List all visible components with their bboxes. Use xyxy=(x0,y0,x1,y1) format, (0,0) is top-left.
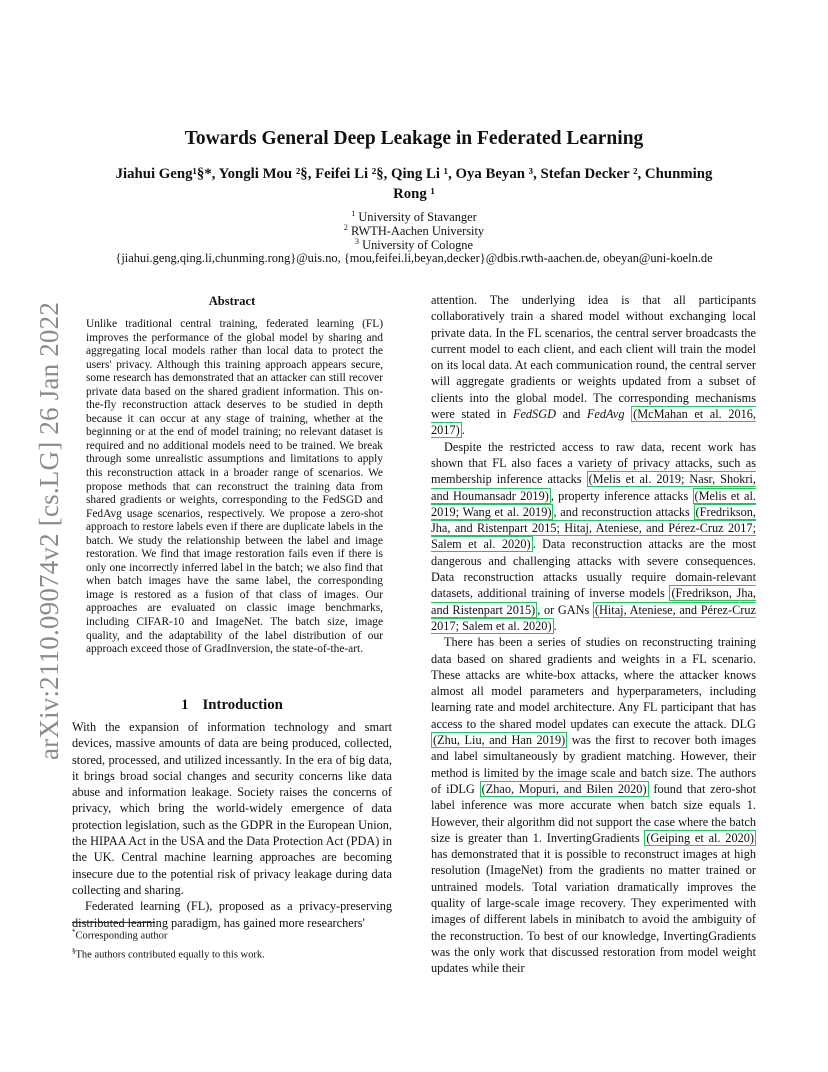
footnote-text: Corresponding author xyxy=(75,930,168,942)
abstract-heading: Abstract xyxy=(208,294,256,308)
footnote-mark: * xyxy=(72,928,76,936)
text-run: . Data reconstruction attacks are the most dangerous and challenging attacks with severe consequences. Data reconstruction attacks usually require domain-relevant datasets, additional training of inverse models xyxy=(431,537,756,601)
citation-link[interactable]: (Geiping et al. 2020) xyxy=(646,830,754,845)
term-fedavg: FedAvg xyxy=(586,407,625,422)
citation-link[interactable]: (Melis et al. 2019; Nasr, Shokri, and Houmansadr 2019) xyxy=(431,472,756,503)
footnote-equal-contribution xyxy=(72,944,392,963)
term-fedsgd: FedSGD xyxy=(512,407,556,422)
intro-paragraph-1: With the expansion of information technology and smart devices, massive amounts of data are being produced, collected, stored, processed, and utilized incessantly. In the era of big data, it brings broad social changes and security concerns like data abuse and information leakage. Society raises the concerns of privacy, which bring the world-widely emergence of data protection legislation, such as the GDPR in the European Union, the HIPAA Act in the USA and the Data Protection Act (PDA) in the UK. Central machine learning approaches are becoming insecure due to the potential risk of privacy leakage during data collecting and sharing. xyxy=(72,720,392,897)
text-run: , property inference attacks xyxy=(550,488,693,503)
footnote-corresponding xyxy=(72,925,392,944)
affiliation-mark: 3 xyxy=(355,237,360,246)
affiliation-name: University of Stavanger xyxy=(358,210,477,225)
citation-link[interactable]: (Hitaj, Ateniese, and Pérez-Cruz 2017; Salem et al. 2020) xyxy=(431,602,757,633)
affiliation-name: RWTH-Aachen University xyxy=(350,224,485,239)
footnote-text: The authors contributed equally to this work. xyxy=(75,949,265,960)
citation-link[interactable]: (Fredrikson, Jha, and Ristenpart 2015) xyxy=(431,586,756,617)
intro-paragraph-2: Federated learning (FL), proposed as a privacy-preserving distributed learning paradigm, has gained more researchers' xyxy=(72,899,392,930)
author-list xyxy=(80,164,748,204)
text-run: , and reconstruction attacks xyxy=(553,504,694,519)
section-heading-introduction xyxy=(72,697,392,714)
paper-title: Towards General Deep Leakage in Federated Learning xyxy=(184,128,644,149)
affiliation-3 xyxy=(0,235,828,253)
affiliation-name: University of Cologne xyxy=(362,238,473,253)
right-column-body xyxy=(431,292,756,976)
text-run: and xyxy=(555,407,587,422)
text-run: , or GANs xyxy=(537,602,593,617)
body-paragraph-1 xyxy=(431,292,756,439)
text-run: . xyxy=(461,423,465,438)
section-number: 1 xyxy=(181,697,189,713)
citation-link[interactable]: (Zhao, Mopuri, and Bilen 2020) xyxy=(481,781,647,796)
text-run: There has been a series of studies on reconstructing training data based on shared gradients and weights in a FL scenario. These attacks are white-box attacks, where the attacker knows almost all model parameters and hyperparameters, including learning rate and model architecture. Any FL participant that has access to the shared model updates can execute the attack. DLG xyxy=(431,635,756,731)
citation-link[interactable]: (Zhu, Liu, and Han 2019) xyxy=(433,733,566,748)
affiliation-mark: 2 xyxy=(343,223,348,232)
citation-link[interactable]: (Melis et al. 2019; Wang et al. 2019) xyxy=(431,488,757,519)
text-run: Despite the restricted access to raw data, recent work has shown that FL also faces a variety of privacy attacks, such as membership inference attacks xyxy=(431,439,756,487)
arxiv-watermark xyxy=(18,290,64,760)
text-run: was the first to recover both images and label simultaneously by gradient matching. However, their method is limited by the image scale and batch size. The authors of iDLG xyxy=(431,733,757,796)
author-line-1: Jiahui Geng¹§*, Yongli Mou ²§, Feifei Li ²§, Qing Li ¹, Oya Beyan ³, Stefan Decker ², Chunming xyxy=(115,166,713,182)
footnotes xyxy=(72,925,392,962)
footnote-divider xyxy=(72,922,155,923)
text-run: . xyxy=(553,618,557,633)
text-run: attention. The underlying idea is that all participants collaboratively train a shared model without exchanging local private data. In the FL scenarios, the central server broadcasts the current model to each client, and each client will train the model on its local data. At each communication round, the central server will aggregate gradients or weights updated from a subset of clients into the global model. The corresponding mechanisms were stated in xyxy=(431,293,756,422)
author-emails: {jiahui.geng,qing.li,chunming.rong}@uis.no, {mou,feifei.li,beyan,decker}@dbis.rwth-aachen.de, obeyan@uni-koeln.de xyxy=(115,251,713,265)
text-run: has demonstrated that it is possible to reconstruct images at high resolution (ImageNet) from the gradients no matter trained or untrained models. Total variation dramatically improves the quality of large-scale image recovery. They experimented with images of different labels in minibatch to avoid the ambiguity of the reconstruction. To best of our knowledge, InvertingGradients was the only work that discussed restoration from model weight updates while their xyxy=(431,847,756,976)
author-line-2: Rong ¹ xyxy=(393,186,435,202)
left-column-body xyxy=(72,719,392,931)
body-paragraph-2 xyxy=(431,439,756,635)
section-title: Introduction xyxy=(202,697,283,713)
text-run: found that zero-shot label inference was more accurate when batch size equals 1. However, their algorithm did not support the case where the batch size is greater than 1. InvertingGradients xyxy=(431,781,756,845)
citation-link[interactable]: (Fredrikson, Jha, and Ristenpart 2015; Hitaj, Ateniese, and Pérez-Cruz 2017; Salem et al. 2020) xyxy=(431,504,756,552)
abstract-body: Unlike traditional central training, federated learning (FL) improves the performance of the global model by sharing and aggregating local models rather than local data to protect the users' privacy. Although this training approach appears secure, some research has demonstrated that an attacker can still recover private data based on the shared gradient information. This on-the-fly reconstruction attack deserves to be studied in depth because it can occur at any stage of training, whether at the beginning or at the end of model training; no relevant dataset is required and no additional models need to be trained. We break through some unrealistic assumptions and limitations to apply this reconstruction attack in a broader range of scenarios. We propose methods that can reconstruct the training data from shared gradients or weights, corresponding to the FedSGD and FedAvg usage scenarios, respectively. We propose a zero-shot approach to restore labels even if there are duplicate labels in the batch. We study the relationship between the label and image restoration. We find that image restoration fails even if there is only one incorrectly inferred label in the batch; we also find that when batch images have the same label, the corresponding image is restored as a fusion of that class of images. Our approaches are evaluated on classic image benchmarks, including CIFAR-10 and ImageNet. The batch size, image quality, and the adaptability of the label distribution of our approach exceed those of GradInversion, the state-of-the-art. xyxy=(86,318,383,656)
affiliation-mark: 1 xyxy=(351,209,356,218)
citation-link[interactable]: (McMahan et al. 2016, 2017) xyxy=(431,407,757,438)
body-paragraph-3 xyxy=(431,634,756,976)
arxiv-identifier: arXiv:2110.09074v2 [cs.LG] 26 Jan 2022 xyxy=(34,301,64,760)
footnote-mark: § xyxy=(72,946,76,955)
